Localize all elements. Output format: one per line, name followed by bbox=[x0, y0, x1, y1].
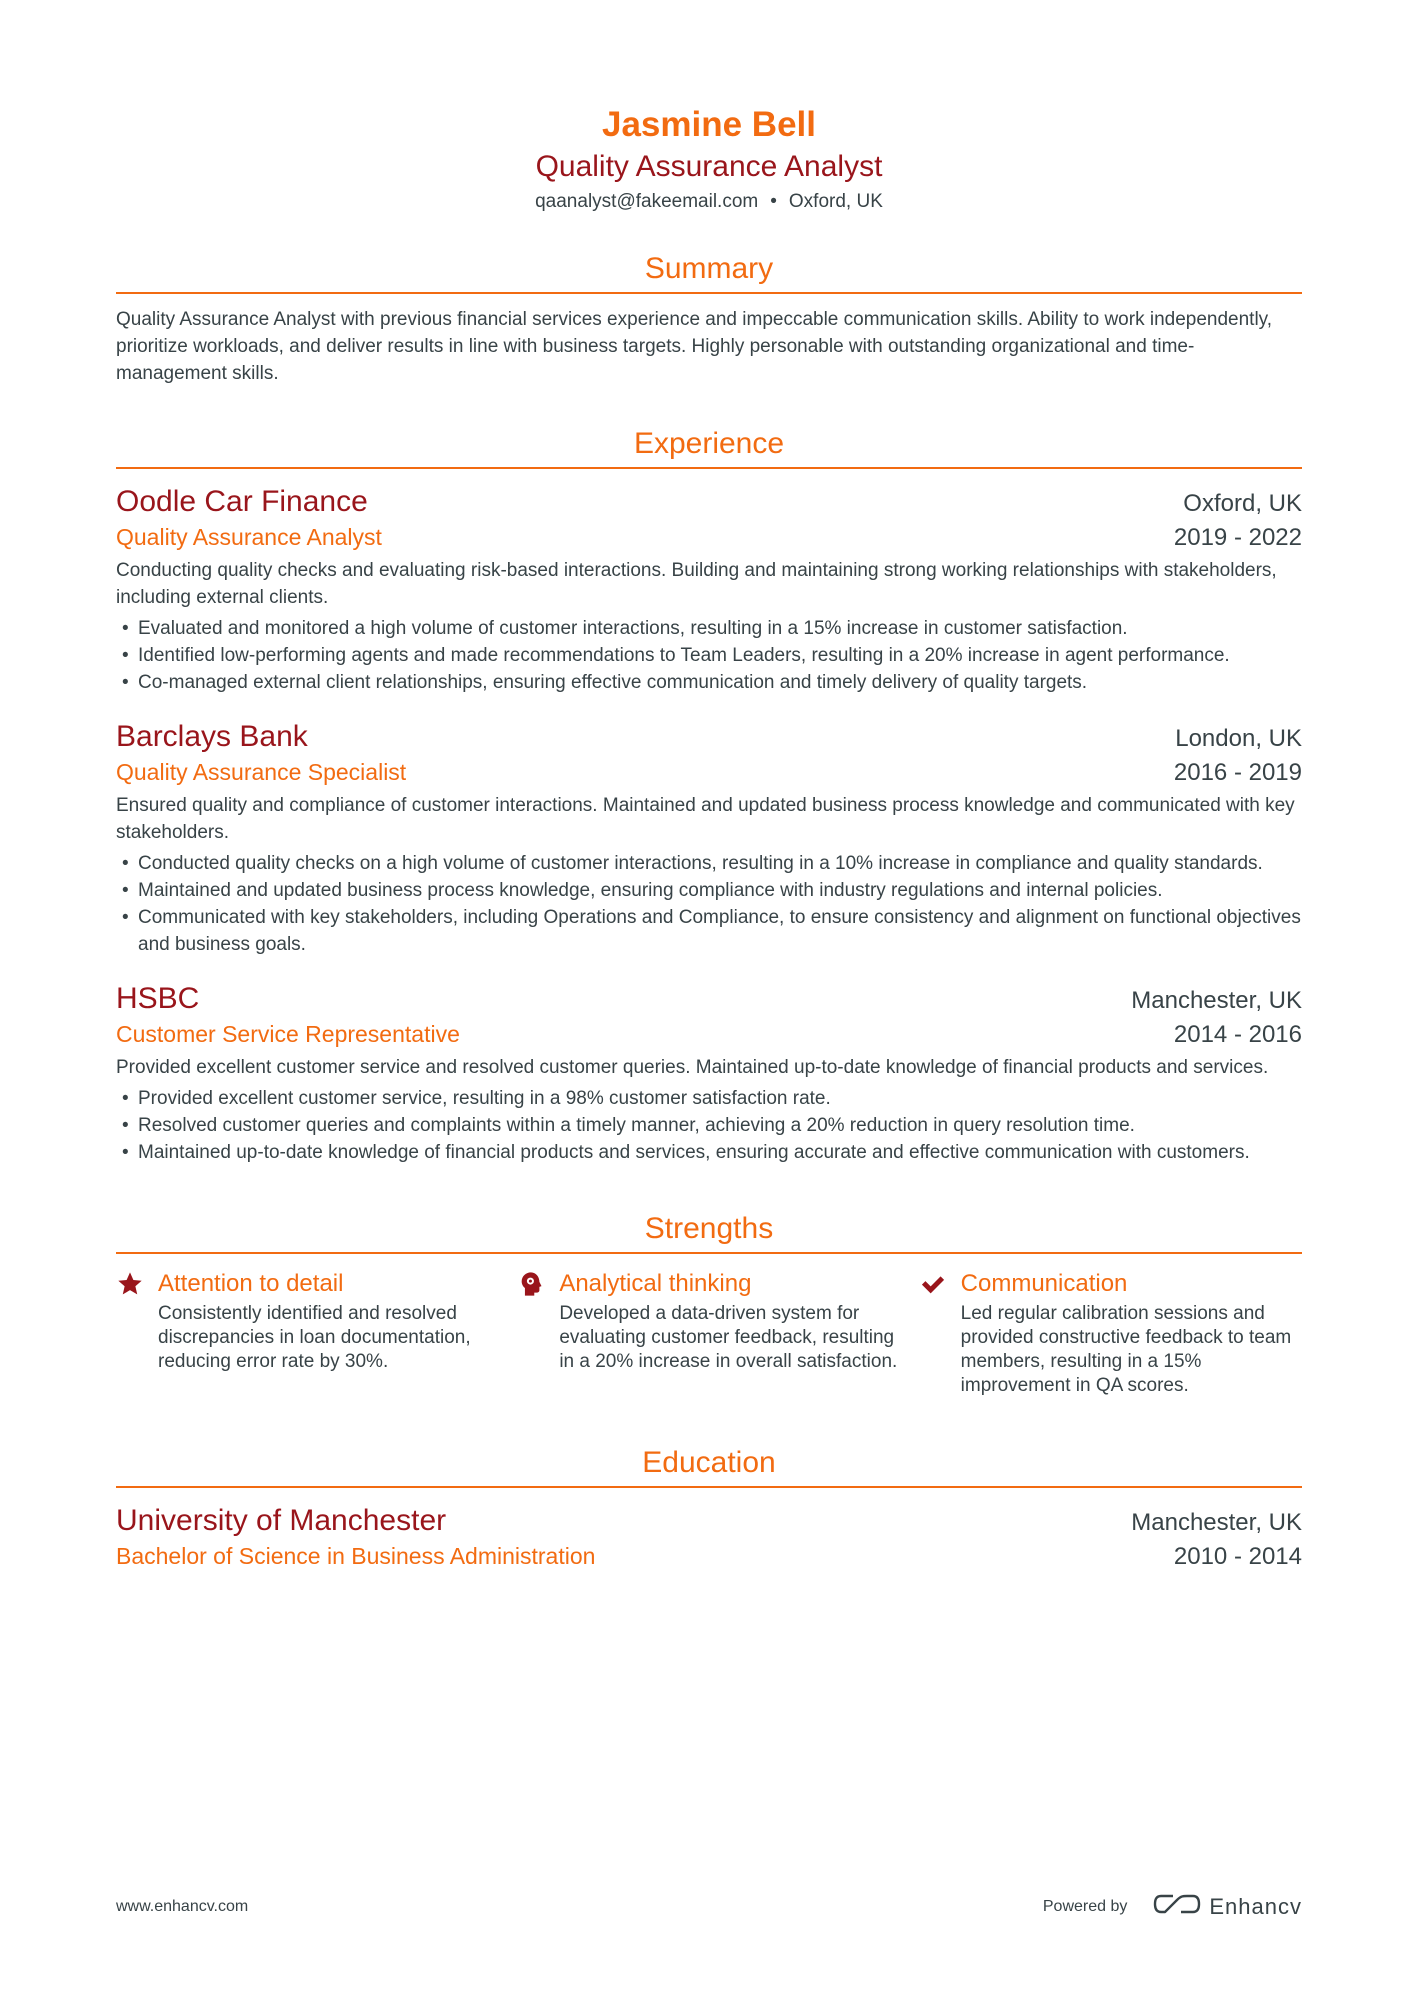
job-bullet: • Identified low-performing agents and made recommendations to Team Leaders, resulting in a 20% increase in agent performance. bbox=[116, 642, 1302, 669]
job-bullet: • Communicated with key stakeholders, including Operations and Compliance, to ensure consistency and alignment on functional objectives and business goals. bbox=[116, 904, 1302, 958]
enhancv-brand-name[interactable]: Enhancv bbox=[1209, 1893, 1302, 1919]
education-section bbox=[116, 1444, 1302, 1572]
job-entry bbox=[116, 980, 1302, 1166]
strength-description: Led regular calibration sessions and provided constructive feedback to team members, resulting in a 15% improvement in QA scores. bbox=[960, 1303, 1292, 1396]
strength-item bbox=[517, 1268, 900, 1398]
job-description: Ensured quality and compliance of customer interactions. Maintained and updated business process knowledge and communicated with key stakeholders. bbox=[116, 795, 1295, 843]
star-icon bbox=[116, 1268, 158, 1398]
candidate-title: Quality Assurance Analyst bbox=[535, 150, 883, 183]
education-degree: Bachelor of Science in Business Administration bbox=[116, 1543, 596, 1569]
page-footer bbox=[116, 1892, 1302, 1921]
job-bullet: • Co-managed external client relationships, ensuring effective communication and timely delivery of quality targets. bbox=[116, 669, 1302, 696]
section-heading-summary: Summary bbox=[116, 250, 1302, 294]
job-bullet: • Conducted quality checks on a high volume of customer interactions, resulting in a 10% increase in compliance and quality standards. bbox=[116, 850, 1302, 877]
section-heading-education: Education bbox=[116, 1444, 1302, 1488]
contact-separator: • bbox=[770, 191, 777, 212]
contact-location: Oxford, UK bbox=[788, 191, 883, 212]
job-bullets bbox=[116, 615, 1302, 696]
summary-section bbox=[116, 250, 1302, 387]
checkmark-icon bbox=[919, 1268, 961, 1398]
enhancv-logo-icon bbox=[1153, 1892, 1201, 1921]
footer-website-link[interactable]: www.enhancv.com bbox=[116, 1897, 249, 1915]
education-entry bbox=[116, 1502, 1302, 1572]
section-heading-strengths: Strengths bbox=[116, 1210, 1302, 1254]
job-location: Oxford, UK bbox=[1183, 490, 1302, 517]
job-role: Quality Assurance Specialist bbox=[116, 759, 407, 785]
education-dates: 2010 - 2014 bbox=[1173, 1543, 1302, 1570]
job-description: Conducting quality checks and evaluating risk-based interactions. Building and maintaining strong working relationships with stakeholders, including external clients. bbox=[116, 560, 1277, 608]
job-company: HSBC bbox=[116, 982, 200, 1015]
strength-item bbox=[919, 1268, 1302, 1398]
job-bullets bbox=[116, 850, 1302, 958]
contact-line bbox=[116, 190, 1302, 214]
footer-brand bbox=[1043, 1892, 1302, 1921]
experience-section bbox=[116, 425, 1302, 1166]
job-description: Provided excellent customer service and resolved customer queries. Maintained up-to-date knowledge of financial products and services. bbox=[116, 1057, 1269, 1078]
resume-header bbox=[116, 0, 1302, 214]
job-bullet: • Provided excellent customer service, resulting in a 98% customer satisfaction rate. bbox=[116, 1085, 1302, 1112]
job-bullets bbox=[116, 1085, 1302, 1166]
section-heading-experience: Experience bbox=[116, 425, 1302, 469]
job-location: London, UK bbox=[1175, 725, 1302, 752]
job-bullet: • Evaluated and monitored a high volume of customer interactions, resulting in a 15% increase in customer satisfaction. bbox=[116, 615, 1302, 642]
resume-page bbox=[116, 0, 1302, 1572]
job-location: Manchester, UK bbox=[1131, 987, 1302, 1014]
candidate-name: Jasmine Bell bbox=[602, 105, 816, 144]
education-location: Manchester, UK bbox=[1131, 1509, 1302, 1536]
strength-description: Developed a data-driven system for evaluating customer feedback, resulting in a 20% increase in overall satisfaction. bbox=[559, 1303, 898, 1372]
strength-title: Attention to detail bbox=[158, 1270, 344, 1297]
job-entry bbox=[116, 483, 1302, 696]
job-dates: 2019 - 2022 bbox=[1173, 524, 1302, 551]
powered-by-label: Powered by bbox=[1042, 1897, 1128, 1915]
strength-title: Communication bbox=[960, 1270, 1128, 1297]
strength-description: Consistently identified and resolved discrepancies in loan documentation, reducing error rate by 30%. bbox=[158, 1303, 471, 1372]
job-company: Oodle Car Finance bbox=[116, 485, 368, 518]
strengths-section bbox=[116, 1210, 1302, 1398]
strength-title: Analytical thinking bbox=[559, 1270, 752, 1297]
job-bullet: • Maintained up-to-date knowledge of financial products and services, ensuring accurate and effective communication with customers. bbox=[116, 1139, 1302, 1166]
summary-text: Quality Assurance Analyst with previous financial services experience and impeccable communication skills. Ability to work independently, prioritize workloads, and deliver results in line with business targets. Highly personable with outstanding organizational and time-management skills. bbox=[116, 309, 1273, 384]
job-entry bbox=[116, 718, 1302, 958]
job-role: Quality Assurance Analyst bbox=[116, 524, 382, 550]
contact-email[interactable]: qaanalyst@fakeemail.com bbox=[535, 191, 759, 212]
job-dates: 2016 - 2019 bbox=[1173, 759, 1302, 786]
brain-head-icon bbox=[517, 1268, 559, 1398]
job-bullet: • Maintained and updated business process knowledge, ensuring compliance with industry regulations and internal policies. bbox=[116, 877, 1302, 904]
strengths-list bbox=[116, 1268, 1302, 1398]
job-bullet: • Resolved customer queries and complaints within a timely manner, achieving a 20% reduction in query resolution time. bbox=[116, 1112, 1302, 1139]
job-company: Barclays Bank bbox=[116, 720, 308, 753]
education-school: University of Manchester bbox=[116, 1504, 447, 1537]
strength-item bbox=[116, 1268, 499, 1398]
job-role: Customer Service Representative bbox=[116, 1021, 460, 1047]
job-dates: 2014 - 2016 bbox=[1173, 1021, 1302, 1048]
